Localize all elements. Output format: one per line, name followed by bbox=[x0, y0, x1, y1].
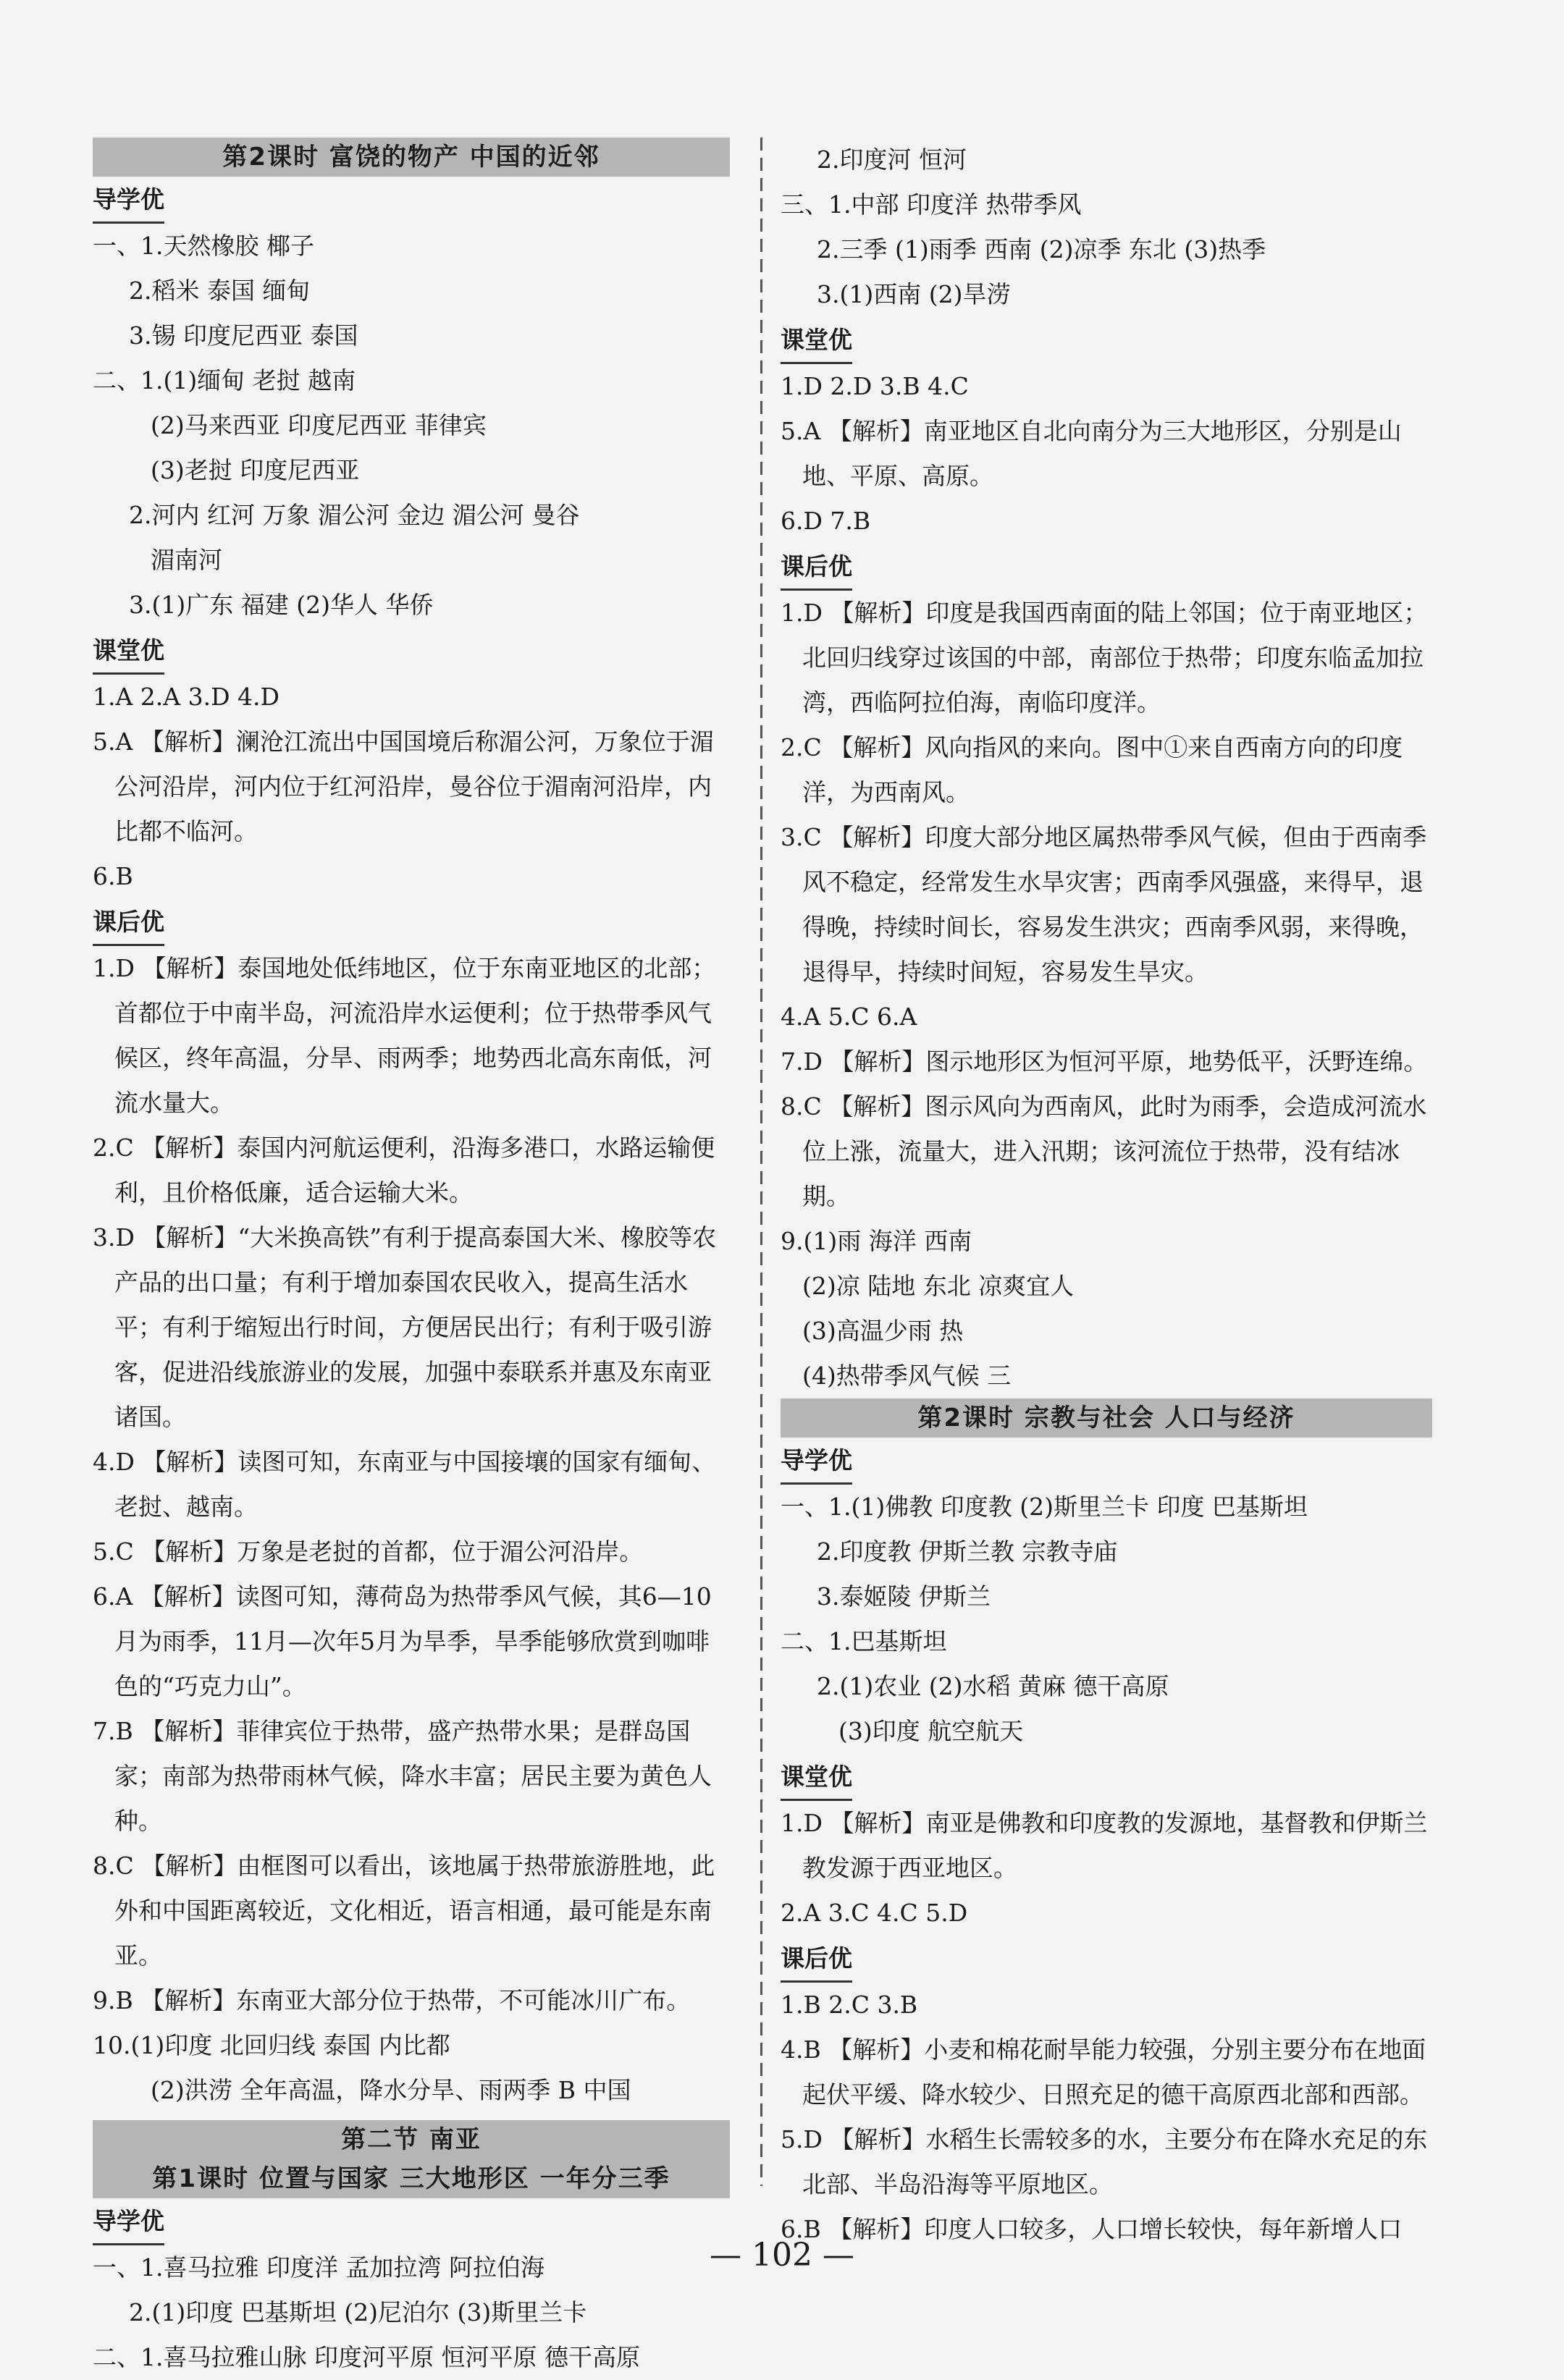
answer-explanation: 2.C 【解析】风向指风的来向。图中①来自西南方向的印度洋，为西南风。 bbox=[781, 733, 1403, 806]
answer-line: 3.泰姬陵 伊斯兰 bbox=[817, 1582, 991, 1611]
answer-explanation: 9.B 【解析】东南亚大部分位于热带，不可能冰川广布。 bbox=[93, 1986, 691, 2014]
answer-line: 10.(1)印度 北回归线 泰国 内比都 bbox=[93, 2031, 450, 2059]
answer-line: 2.(1)印度 巴基斯坦 (2)尼泊尔 (3)斯里兰卡 bbox=[129, 2298, 587, 2326]
answer-line: 一、1.喜马拉雅 印度洋 孟加拉湾 阿拉伯海 bbox=[93, 2253, 545, 2282]
answer-line: (2)洪涝 全年高温，降水分旱、雨两季 B 中国 bbox=[151, 2076, 631, 2104]
answer-line: (4)热带季风气候 三 bbox=[802, 1362, 1012, 1390]
page-number: — 102 — bbox=[710, 2237, 854, 2274]
answer-explanation: 5.C 【解析】万象是老挝的首都，位于湄公河沿岸。 bbox=[93, 1537, 644, 1566]
answer-explanation: 5.A 【解析】澜沧江流出中国国境后称湄公河，万象位于湄公河沿岸，河内位于红河沿岸，曼谷位于湄南河沿岸，内比都不临河。 bbox=[93, 727, 714, 845]
answer-line: 3.(1)广东 福建 (2)华人 华侨 bbox=[129, 591, 434, 619]
answer-explanation: 4.D 【解析】读图可知，东南亚与中国接壤的国家有缅甸、老挝、越南。 bbox=[93, 1448, 716, 1521]
answer-explanation: 1.D 【解析】泰国地处低纬地区，位于东南亚地区的北部；首都位于中南半岛，河流沿岸水运便利；位于热带季风气候区，终年高温，分旱、雨两季；地势西北高东南低，河流水量大。 bbox=[93, 954, 716, 1117]
answer-explanation: 6.A 【解析】读图可知，薄荷岛为热带季风气候，其6—10月为雨季，11月—次年5月为旱季，旱季能够欣赏到咖啡色的“巧克力山”。 bbox=[93, 1582, 712, 1700]
answer-line: 2.印度河 恒河 bbox=[817, 145, 967, 174]
answer-line: (3)老挝 印度尼西亚 bbox=[151, 456, 360, 484]
section-label: 课后优 bbox=[93, 900, 164, 946]
lesson-header: 第2课时 富饶的物产 中国的近邻 bbox=[93, 138, 730, 177]
column-divider bbox=[760, 138, 762, 2186]
answer-line: (2)凉 陆地 东北 凉爽宜人 bbox=[802, 1272, 1075, 1300]
section-label: 导学优 bbox=[93, 178, 164, 224]
answer-explanation: 1.D 【解析】南亚是佛教和印度教的发源地，基督教和伊斯兰教发源于西亚地区。 bbox=[781, 1809, 1428, 1882]
answer-explanation: 1.D 【解析】印度是我国西南面的陆上邻国；位于南亚地区；北回归线穿过该国的中部，南部位于热带；印度东临孟加拉湾，西临阿拉伯海，南临印度洋。 bbox=[781, 599, 1428, 717]
section-label: 课堂优 bbox=[781, 318, 852, 364]
answer-line: 二、1.巴基斯坦 bbox=[781, 1627, 947, 1655]
answer-line: 2.(1)农业 (2)水稻 黄麻 德干高原 bbox=[817, 1672, 1169, 1700]
answer-explanation: 3.C 【解析】印度大部分地区属热带季风气候，但由于西南季风不稳定，经常发生水旱灾害；西南季风强盛，来得早，退得晚，持续时间长，容易发生洪灾；西南季风弱，来得晚，退得早，持续时间短，容易发生旱灾。 bbox=[781, 823, 1427, 986]
section-label: 课堂优 bbox=[781, 1755, 852, 1801]
section-header: 第二节 南亚 bbox=[93, 2120, 730, 2159]
answer-line: 二、1.(1)缅甸 老挝 越南 bbox=[93, 366, 356, 394]
answer-line: 2.印度教 伊斯兰教 宗教寺庙 bbox=[817, 1537, 1118, 1566]
answer-line: 2.三季 (1)雨季 西南 (2)凉季 东北 (3)热季 bbox=[817, 235, 1266, 263]
answer-explanation: 7.B 【解析】菲律宾位于热带，盛产热带水果；是群岛国家；南部为热带雨林气候，降水丰富；居民主要为黄色人种。 bbox=[93, 1717, 712, 1835]
answer-explanation: 8.C 【解析】由框图可以看出，该地属于热带旅游胜地，此外和中国距离较近，文化相近，语言相通，最可能是东南亚。 bbox=[93, 1852, 715, 1970]
answer-line: 2.A 3.C 4.C 5.D bbox=[781, 1899, 968, 1927]
answer-explanation: 6.B 【解析】印度人口较多，人口增长较快，每年新增人口 bbox=[781, 2215, 1403, 2243]
answer-line: 2.稻米 泰国 缅甸 bbox=[129, 277, 311, 305]
answer-line: 6.B bbox=[93, 862, 133, 890]
answer-line: 4.A 5.C 6.A bbox=[781, 1003, 917, 1031]
answer-line: 1.D 2.D 3.B 4.C bbox=[781, 372, 969, 400]
answer-line: 二、1.喜马拉雅山脉 印度河平原 恒河平原 德干高原 bbox=[93, 2343, 640, 2371]
lesson-header: 第2课时 宗教与社会 人口与经济 bbox=[781, 1398, 1432, 1438]
answer-line: 湄南河 bbox=[151, 546, 222, 574]
left-column bbox=[93, 138, 730, 2380]
section-label: 课堂优 bbox=[93, 629, 164, 675]
section-label: 导学优 bbox=[781, 1439, 852, 1485]
answer-explanation: 7.D 【解析】图示地形区为恒河平原，地势低平，沃野连绵。 bbox=[781, 1047, 1428, 1076]
answer-line: 3.(1)西南 (2)旱涝 bbox=[817, 280, 1011, 308]
answer-explanation: 3.D 【解析】“大米换高铁”有利于提高泰国大米、橡胶等农产品的出口量；有利于增加泰国农民收入，提高生活水平；有利于缩短出行时间，方便居民出行；有利于吸引游客，促进沿线旅游业的发展，加强中泰联系并惠及东南亚诸国。 bbox=[93, 1223, 717, 1431]
section-label: 课后优 bbox=[781, 545, 852, 591]
answer-explanation: 5.A 【解析】南亚地区自北向南分为三大地形区，分别是山地、平原、高原。 bbox=[781, 417, 1402, 490]
answer-line: 6.D 7.B bbox=[781, 507, 871, 535]
answer-line: 1.A 2.A 3.D 4.D bbox=[93, 683, 279, 711]
answer-line: (2)马来西亚 印度尼西亚 菲律宾 bbox=[151, 411, 487, 439]
answer-line: 9.(1)雨 海洋 西南 bbox=[781, 1227, 972, 1255]
answer-line: 1.B 2.C 3.B bbox=[781, 1991, 918, 2019]
answer-explanation: 5.D 【解析】水稻生长需较多的水，主要分布在降水充足的东北部、半岛沿海等平原地区。 bbox=[781, 2125, 1428, 2198]
right-column bbox=[781, 138, 1432, 2252]
answer-line: 3.锡 印度尼西亚 泰国 bbox=[129, 321, 358, 350]
section-label: 课后优 bbox=[781, 1937, 852, 1983]
answer-line: (3)印度 航空航天 bbox=[838, 1717, 1024, 1745]
answer-explanation: 8.C 【解析】图示风向为西南风，此时为雨季，会造成河流水位上涨，流量大，进入汛期；该河流位于热带，没有结冰期。 bbox=[781, 1092, 1427, 1210]
answer-explanation: 4.B 【解析】小麦和棉花耐旱能力较强，分别主要分布在地面起伏平缓、降水较少、日照充足的德干高原西北部和西部。 bbox=[781, 2035, 1426, 2109]
answer-line: 一、1.天然橡胶 椰子 bbox=[93, 232, 314, 260]
answer-line: 2.河内 红河 万象 湄公河 金边 湄公河 曼谷 bbox=[129, 501, 580, 529]
answer-explanation: 2.C 【解析】泰国内河航运便利，沿海多港口，水路运输便利，且价格低廉，适合运输大米。 bbox=[93, 1134, 715, 1207]
answer-line: 三、1.中部 印度洋 热带季风 bbox=[781, 190, 1082, 219]
answer-line: 一、1.(1)佛教 印度教 (2)斯里兰卡 印度 巴基斯坦 bbox=[781, 1493, 1308, 1521]
lesson-header: 第1课时 位置与国家 三大地形区 一年分三季 bbox=[93, 2159, 730, 2198]
section-label: 导学优 bbox=[93, 2200, 164, 2245]
answer-line: (3)高温少雨 热 bbox=[802, 1317, 964, 1345]
